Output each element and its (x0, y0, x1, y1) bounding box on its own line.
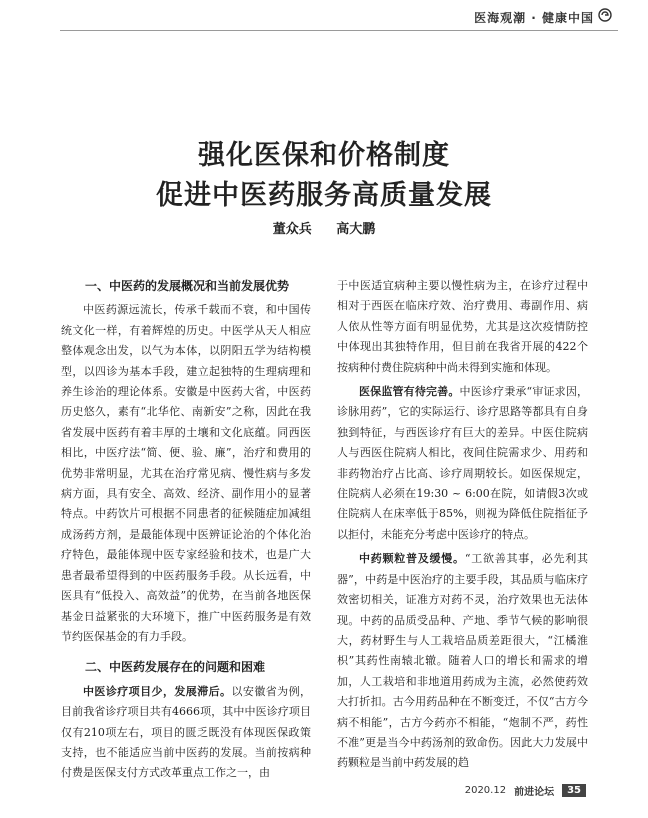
page-header (0, 0, 648, 36)
section-heading: 一、中医药的发展概况和当前发展优势 (85, 279, 290, 293)
author-name: 董众兵 (272, 222, 312, 237)
header-divider (60, 30, 618, 31)
paragraph-lead: 医保监管有待完善。 (359, 385, 460, 399)
left-column (61, 276, 311, 784)
body-paragraph (337, 382, 588, 545)
magazine-name: 前进论坛 (514, 787, 555, 798)
column-title: 医海观潮 · 健康中国 (474, 11, 594, 25)
paragraph-lead: 中药颗粒普及缓慢。 (359, 552, 465, 566)
paragraph-text: 中医诊疗秉承“审证求因，诊脉用药”，它的实际运行、诊疗思路等都具有自身独到特征，与西医诊疗有巨大的差异。中医住院病人与西医住院病人相比，夜间住院需求少、用药和非药物治疗占比高、诊疗周期较长。如医保规定，住院病人必须在19:30 ~ 6:00在院，如请假3次或住院病人在床率低于85%，则视为降低住院指征予以拒付，未能充分考虑中医诊疗的特点。 (337, 385, 589, 541)
paragraph-lead: 中医诊疗项目少，发展滞后。 (83, 684, 232, 698)
issue-date: 2020.12 (464, 785, 507, 796)
article-title-line2: 促进中医药服务高质量发展 (156, 180, 492, 211)
paragraph-text: 以安徽省为例，目前我省诊疗项目共有4666项，其中中医诊疗项目仅有210项左右，项目的匮乏既没有体现医保政策支持，也不能适应当前中医药的发展。当前按病种付费是医保支付方式改革重点工作之一，由 (61, 684, 312, 780)
page-number: 35 (562, 784, 586, 797)
page-footer (465, 783, 586, 798)
body-paragraph: 于中医适宜病种主要以慢性病为主，在诊疗过程中相对于西医在临床疗效、治疗费用、毒副作用、病人依从性等方面有明显优势，尤其是这次疫情防控中体现出其独特作用，但目前在我省开展的422个按病种付费住院病种中尚未得到实施和体现。 (337, 279, 588, 374)
paragraph-text: “工欲善其事，必先利其器”，中药是中医治疗的主要手段，其品质与临床疗效密切相关，证准方对药不灵，治疗效果也无法体现。中药的品质受品种、产地、季节气候的影响很大，药材野生与人工栽培品质差距很大，“江橘淮枳”其药性南辕北辙。随着人口的增长和需求的增加，人工栽培和非地道用药成为主流，必然使药效大打折扣。古今用药品种在不断变迁，不仅“古方今病不相能”，古方今药亦不相能，“炮制不严，药性不准”更是当今中药汤剂的致命伤。因此大力发展中药颗粒是当前中药发展的趋 (337, 552, 589, 770)
body-paragraph: 中医药源远流长，传承千载而不衰，和中国传统文化一样，有着辉煌的历史。中医学从天人相应整体观念出发，以气为本体，以阴阳五学为结构模型，以四诊为基本手段，建立起独特的生理病理和养生诊治的理论体系。安徽是中医药大省，中医药历史悠久，素有“北华佗、南新安”之称，因此在我省发展中医药有着丰厚的土壤和文化底蕴。同西医相比，中医疗法“简、便、验、廉”，治疗和费用的优势非常明显，尤其在治疗常见病、慢性病与多发病方面，具有安全、高效、经济、副作用小的显著特点。中药饮片可根据不同患者的征候随症加减组成汤药方剂，是最能体现中医辨证论治的个体化治疗特色，最能体现中医专家经验和技术，也是广大患者最希望得到的中医药服务手段。从长远看，中医具有“低投入、高效益”的优势，在当前各地医保基金日益紧张的大环境下，推广中医药服务是有效节约医保基金的有力手段。 (61, 303, 311, 643)
section-heading: 二、中医药发展存在的问题和困难 (85, 660, 266, 675)
article-title-line1: 强化医保和价格制度 (198, 140, 450, 171)
body-paragraph (61, 682, 311, 784)
right-column (337, 276, 588, 774)
article-authors (0, 218, 648, 237)
body-paragraph (337, 549, 588, 773)
magazine-logo-icon (598, 8, 612, 22)
author-name: 高大鹏 (336, 222, 376, 237)
